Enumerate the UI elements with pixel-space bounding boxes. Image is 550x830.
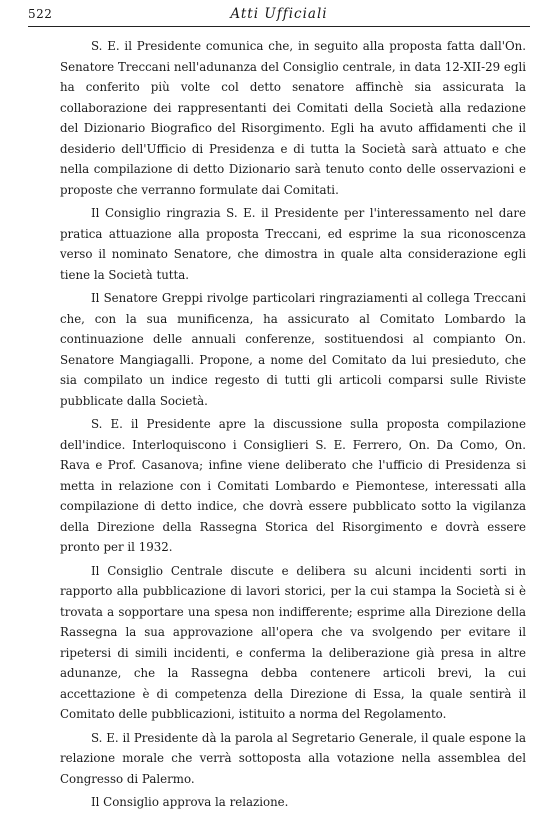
paragraph-6: S. E. il Presidente dà la parola al Segretario Generale, il quale espone la relazione morale che verrà sottoposta alla votazione nella assemblea del Congresso di Palermo. xyxy=(60,730,526,786)
paragraph-7: Il Consiglio approva la relazione. xyxy=(91,795,289,809)
document-body xyxy=(60,36,526,813)
paragraph-3: Il Senatore Greppi rivolge particolari ringraziamenti al collega Treccani che, con la sua munificenza, ha assicurato al Comitato Lombardo la continuazione delle annuali conferenze, sostituendosi al compianto On. Senatore Mangiagalli. Propone, a nome del Comitato da lui presieduto, che sia compilato un indice regesto di tutti gli articoli comparsi sulle Riviste pubblicate dalla Società. xyxy=(60,291,526,408)
page-header xyxy=(28,4,530,27)
paragraph-5: Il Consiglio Centrale discute e delibera su alcuni incidenti sorti in rapporto alla pubblicazione di lavori storici, per la cui stampa la Società si è trovata a sopportare una spesa non indifferente; esprime alla Direzione della Rassegna la sua approvazione all'opera che va svolgendo per evitare il ripetersi di simili incidenti, e conferma la deliberazione già presa in altre adunanze, che la Rassegna debba contenere articoli brevi, la cui accettazione è di competenza della Direzione di Essa, la quale sentirà il Comitato delle pubblicazioni, istituito a norma del Regolamento. xyxy=(60,563,526,721)
paragraph-4: S. E. il Presidente apre la discussione sulla proposta compilazione dell'indice. Interloquiscono i Consiglieri S. E. Ferrero, On. Da Como, On. Rava e Prof. Casanova; infine viene deliberato che l'ufficio di Presidenza si metta in relazione con i Comitati Lombardo e Piemontese, interessati alla compilazione di detto indice, che dovrà essere pubblicato sotto la vigilanza della Direzione della Rassegna Storica del Risorgimento e dovrà essere pronto per il 1932. xyxy=(60,417,526,554)
paragraph-2: Il Consiglio ringrazia S. E. il Presidente per l'interessamento nel dare pratica attuazione alla proposta Treccani, ed esprime la sua riconoscenza verso il nominato Senatore, che dimostra in quale alta considerazione egli tiene la Società tutta. xyxy=(60,206,526,282)
page-number: 522 xyxy=(28,7,53,21)
running-title: Atti Ufficiali xyxy=(230,6,328,22)
paragraph-1: S. E. il Presidente comunica che, in seguito alla proposta fatta dall'On. Senatore Treccani nell'adunanza del Consiglio centrale, in data 12-XII-29 egli ha conferito più volte col detto senatore affinchè sia assicurata la collaborazione dei rappresentanti dei Comitati della Società alla redazione del Dizionario Biografico del Risorgimento. Egli ha avuto affidamenti che il desiderio dell'Ufficio di Presidenza e di tutta la Società sarà attuato e che nella compilazione di detto Dizionario sarà tenuto conto delle osservazioni e proposte che verranno formulate dai Comitati. xyxy=(60,39,526,197)
